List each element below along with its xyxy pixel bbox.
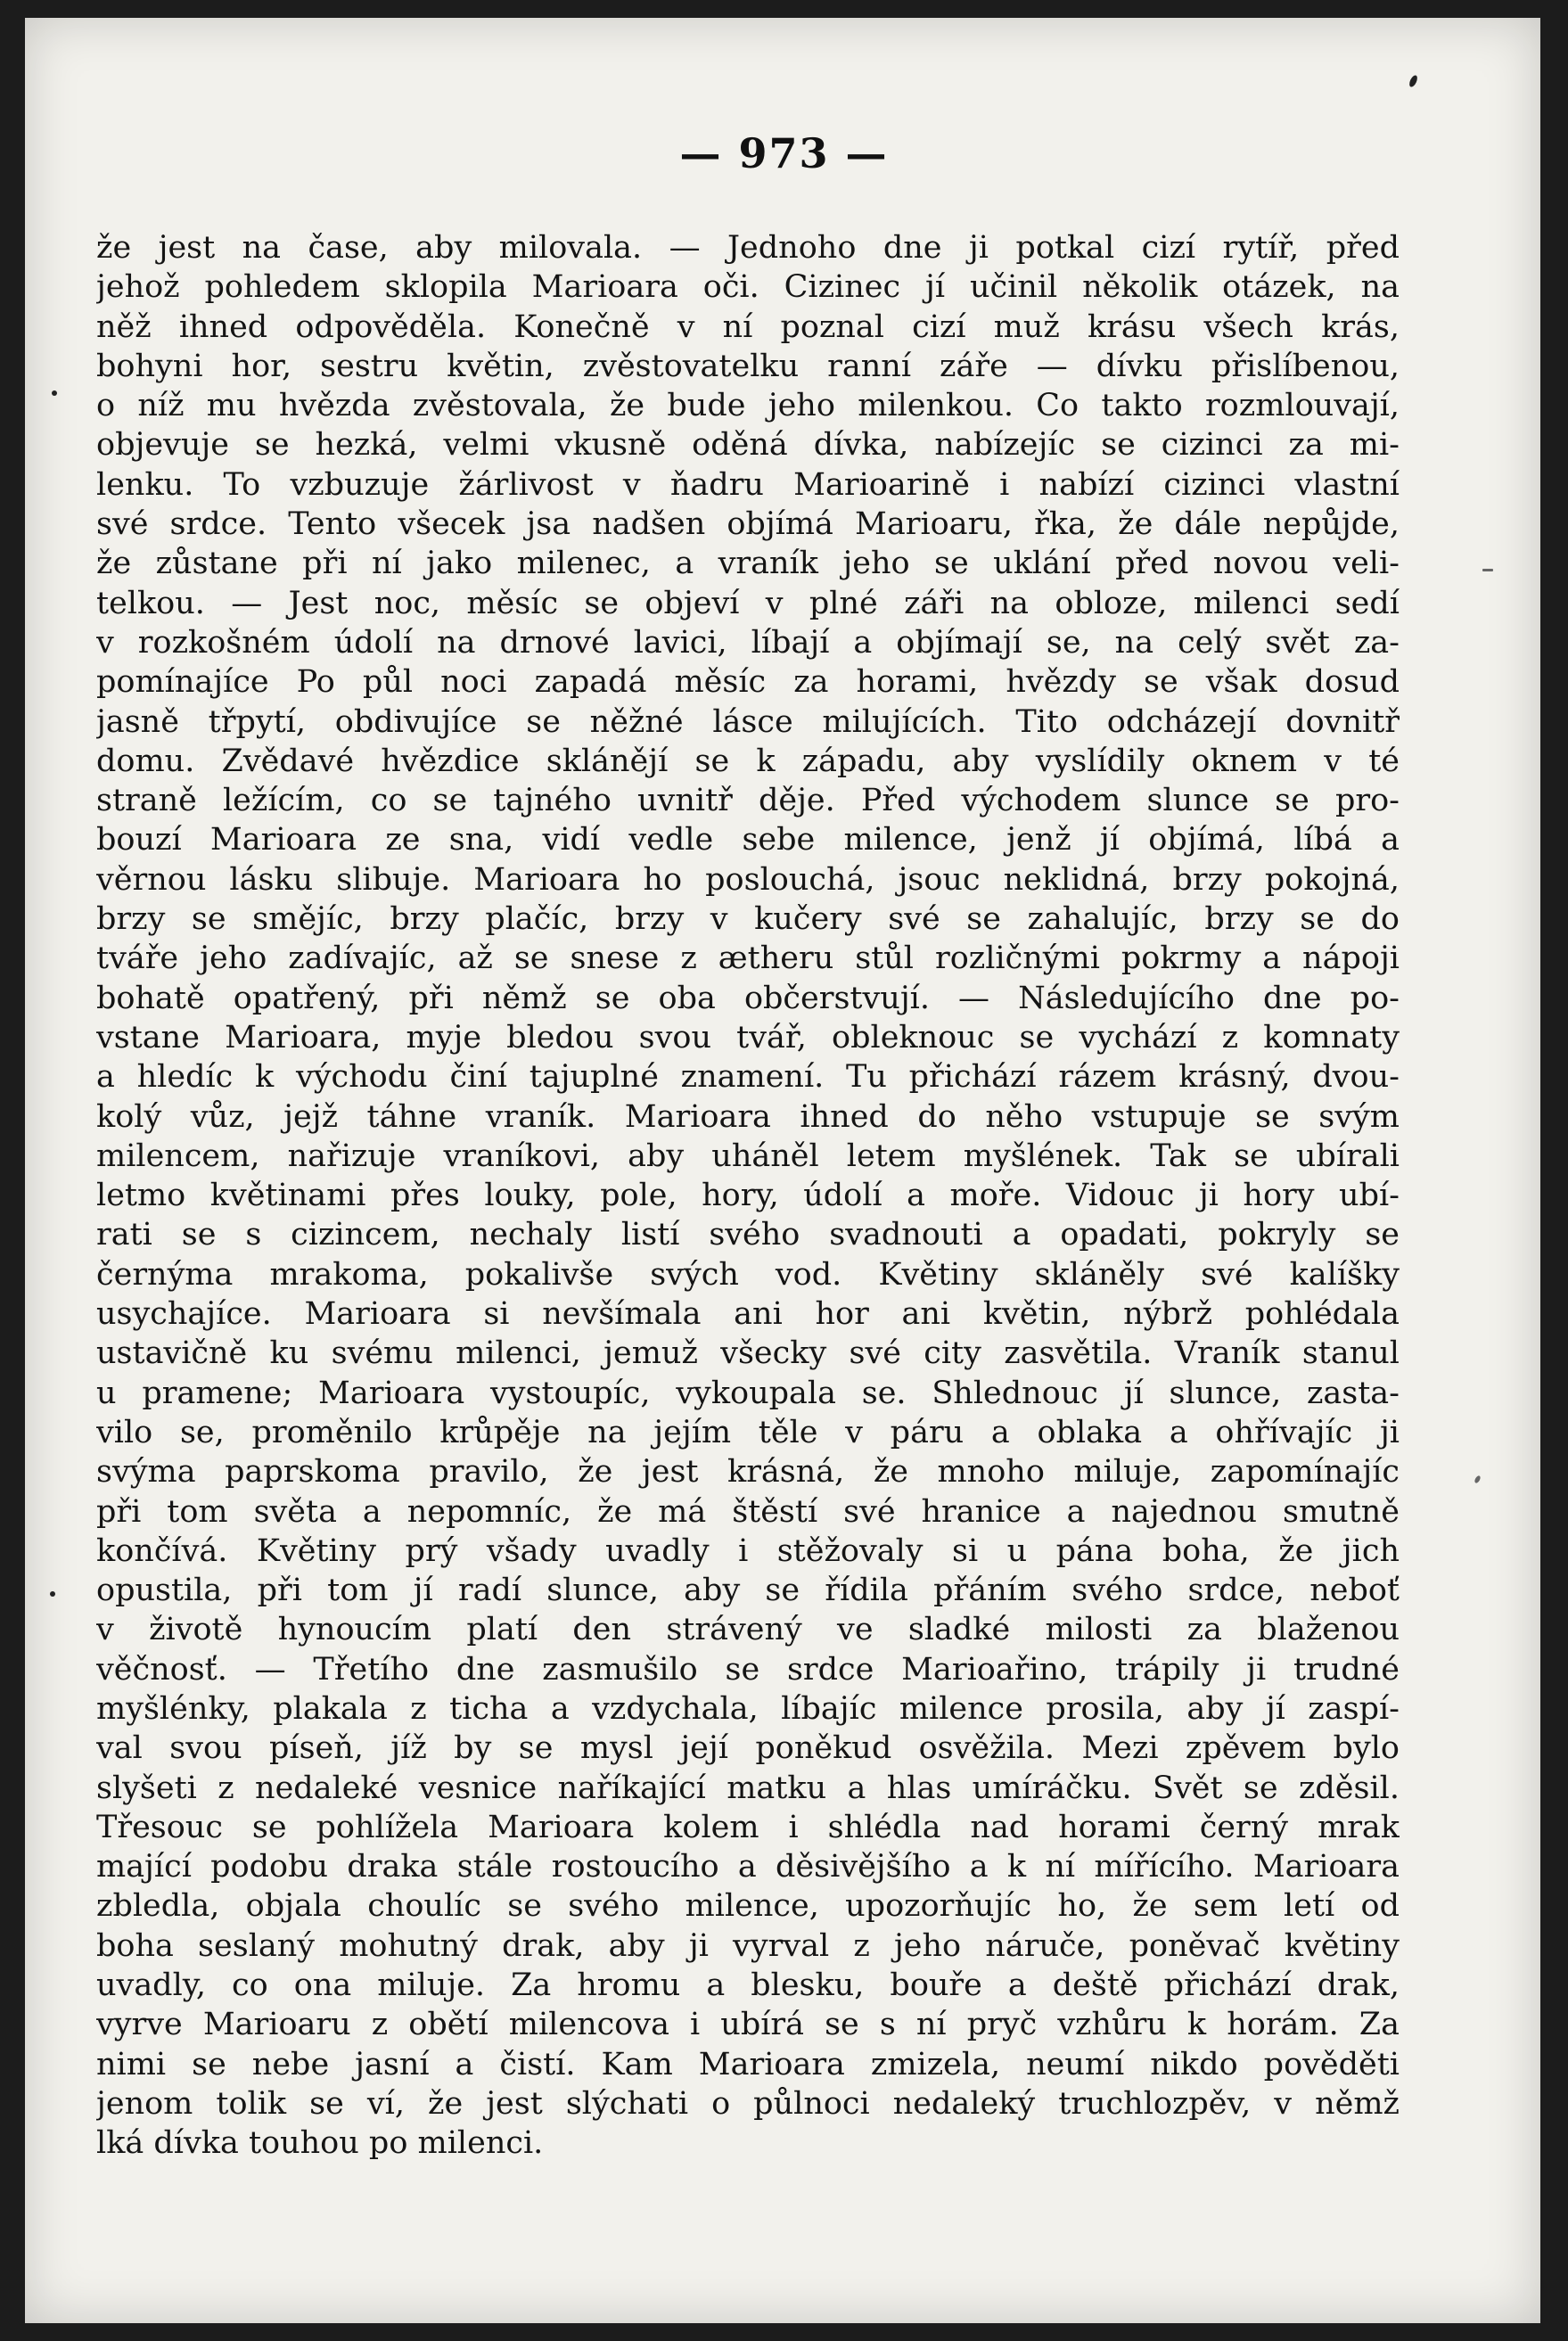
text-line: uvadly, co ona miluje. Za hromu a blesku, bouře a deště přichází drak, xyxy=(96,1967,1400,2004)
text-line: brzy se smějíc, brzy plačíc, brzy v kučery své se zahalujíc, brzy se do xyxy=(96,901,1400,938)
text-line: něž ihned odpověděla. Konečně v ní poznal cizí muž krásu všech krás, xyxy=(96,308,1400,345)
text-line: vilo se, proměnilo krůpěje na jejím těle v páru a oblaka a ohřívajíc ji xyxy=(96,1414,1400,1450)
text-line: milencem, nařizuje vraníkovi, aby uháněl letem myšlének. Tak se ubírali xyxy=(96,1138,1400,1174)
scan-speck xyxy=(1482,569,1493,571)
text-line: jasně třpytí, obdivujíce se něžné lásce milujících. Tito odcházejí dovnitř xyxy=(96,703,1400,740)
text-line: val svou píseň, jíž by se mysl její poněkud osvěžila. Mezi zpěvem bylo xyxy=(96,1730,1400,1767)
text-line: opustila, při tom jí radí slunce, aby se řídila přáním svého srdce, neboť xyxy=(96,1573,1400,1609)
text-line: objevuje se hezká, velmi vkusně oděná dívka, nabízejíc se cizinci za mi- xyxy=(96,427,1400,464)
text-line: nimi se nebe jasní a čistí. Kam Marioara zmizela, neumí nikdo pověděti xyxy=(96,2046,1400,2082)
text-line: vstane Marioara, myje bledou svou tvář, obleknouc se vychází z komnaty xyxy=(96,1019,1400,1056)
text-line: při tom světa a nepomníc, že má štěstí své hranice a najednou smutně xyxy=(96,1493,1400,1530)
text-line: telkou. — Jest noc, měsíc se objeví v plné záři na obloze, milenci sedí xyxy=(96,585,1400,621)
text-line: svýma paprskoma pravilo, že jest krásná, že mnoho miluje, zapomínajíc xyxy=(96,1454,1400,1491)
text-line: že jest na čase, aby milovala. — Jednoho dne ji potkal cizí rytíř, před xyxy=(96,230,1400,266)
text-line: své srdce. Tento všecek jsa nadšen objímá Marioaru, řka, že dále nepůjde, xyxy=(96,506,1400,543)
text-line: usychajíce. Marioara si nevšímala ani hor ani květin, nýbrž pohlédala xyxy=(96,1296,1400,1333)
body-text xyxy=(96,228,1400,2164)
text-line: tváře jeho zadívajíc, až se snese z ætheru stůl rozličnými pokrmy a nápoji xyxy=(96,941,1400,977)
text-line: boha seslaný mohutný drak, aby ji vyrval z jeho náruče, poněvač květiny xyxy=(96,1927,1400,1964)
scan-speck xyxy=(50,1591,55,1597)
text-line: myšlénky, plakala z ticha a vzdychala, líbajíc milence prosila, aby jí zaspí- xyxy=(96,1690,1400,1727)
page-number: — 973 — xyxy=(679,129,889,177)
text-line: straně ležícím, co se tajného uvnitř děje. Před východem slunce se pro- xyxy=(96,783,1400,819)
text-line: v životě hynoucím platí den strávený ve sladké milosti za blaženou xyxy=(96,1612,1400,1648)
text-line: černýma mrakoma, pokalivše svých vod. Květiny skláněly své kalíšky xyxy=(96,1256,1400,1293)
text-line: letmo květinami přes louky, pole, hory, údolí a moře. Vidouc ji hory ubí- xyxy=(96,1178,1400,1214)
text-line: domu. Zvědavé hvězdice sklánějí se k západu, aby vyslídily oknem v té xyxy=(96,743,1400,779)
text-line: Třesouc se pohlížela Marioara kolem i shlédla nad horami černý mrak xyxy=(96,1809,1400,1845)
text-line: lenku. To vzbuzuje žárlivost v ňadru Marioarině i nabízí cizinci vlastní xyxy=(96,466,1400,503)
text-line: rati se s cizincem, nechaly listí svého svadnouti a opadati, pokryly se xyxy=(96,1217,1400,1253)
text-line: v rozkošném údolí na drnové lavici, líbají a objímají se, na celý svět za- xyxy=(96,624,1400,661)
text-line: že zůstane při ní jako milenec, a vraník jeho se uklání před novou veli- xyxy=(96,546,1400,582)
text-line: slyšeti z nedaleké vesnice naříkající matku a hlas umíráčku. Svět se zděsil. xyxy=(96,1770,1400,1806)
text-line: věčnosť. — Třetího dne zasmušilo se srdce Marioařino, trápily ji trudné xyxy=(96,1651,1400,1688)
text-line: věrnou lásku slibuje. Marioara ho poslouchá, jsouc neklidná, brzy pokojná, xyxy=(96,861,1400,898)
text-line-last: lká dívka touhou po milenci. xyxy=(96,2125,544,2162)
text-line: bohyni hor, sestru květin, zvěstovatelku ranní záře — dívku přislíbenou, xyxy=(96,348,1400,384)
text-line: jenom tolik se ví, že jest slýchati o půlnoci nedaleký truchlozpěv, v němž xyxy=(96,2085,1400,2122)
text-line: mající podobu draka stále rostoucího a děsivějšího a k ní mířícího. Marioara xyxy=(96,1849,1400,1885)
text-line: a hledíc k východu činí tajuplné znamení. Tu přichází rázem krásný, dvou- xyxy=(96,1059,1400,1096)
text-line: o níž mu hvězda zvěstovala, že bude jeho milenkou. Co takto rozmlouvají, xyxy=(96,388,1400,424)
scan-speck xyxy=(52,390,57,396)
text-line: ustavičně ku svému milenci, jemuž všecky své city zasvětila. Vraník stanul xyxy=(96,1335,1400,1372)
text-line: bohatě opatřený, při němž se oba občerstvují. — Následujícího dne po- xyxy=(96,980,1400,1016)
text-line: zbledla, objala choulíc se svého milence, upozorňujíc ho, že sem letí od xyxy=(96,1888,1400,1925)
text-line: pomínajíce Po půl noci zapadá měsíc za horami, hvězdy se však dosud xyxy=(96,664,1400,701)
text-line: kolý vůz, jejž táhne vraník. Marioara ihned do něho vstupuje se svým xyxy=(96,1098,1400,1135)
text-line: bouzí Marioara ze sna, vidí vedle sebe milence, jenž jí objímá, líbá a xyxy=(96,822,1400,858)
text-line: u pramene; Marioara vystoupíc, vykoupala se. Shlednouc jí slunce, zasta- xyxy=(96,1375,1400,1411)
text-line: vyrve Marioaru z obětí milencova i ubírá se s ní pryč vzhůru k horám. Za xyxy=(96,2007,1400,2043)
text-line: končívá. Květiny prý všady uvadly i stěžovaly si u pána boha, že jich xyxy=(96,1532,1400,1569)
text-line: jehož pohledem sklopila Marioara oči. Cizinec jí učinil několik otázek, na xyxy=(96,269,1400,306)
